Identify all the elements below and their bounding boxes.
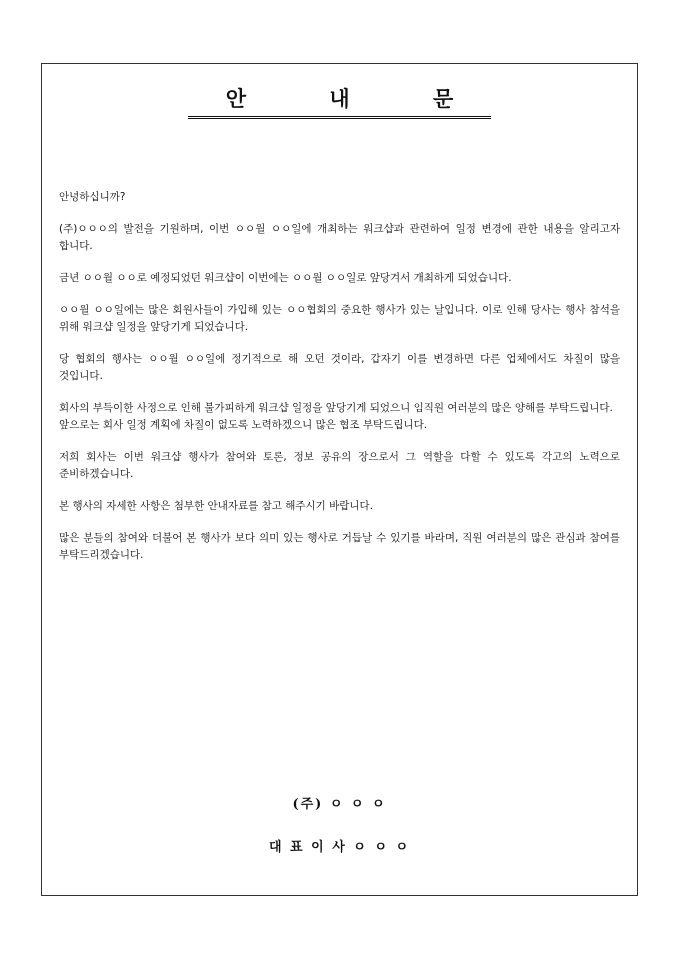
paragraph-line: ㅇㅇ월 ㅇㅇ일에는 많은 회원사들이 가입해 있는 ㅇㅇ협회의 중요한 행사가 있는 날입니다. 이로 인해 당사는 행사 참석을 위해 워크샵 일정을 앞당기게 되었습니다. — [59, 304, 620, 333]
document-frame — [41, 63, 638, 896]
paragraph-line: 회사의 부득이한 사정으로 인해 불가피하게 워크샵 일정을 앞당기게 되었으니 임직원 여러분의 많은 양해를 부탁드립니다. — [59, 402, 613, 414]
document-body — [59, 189, 620, 579]
paragraph-greeting — [59, 189, 620, 206]
title-container — [42, 86, 637, 119]
paragraph-line: 많은 분들의 참여와 더불어 본 행사가 보다 의미 있는 행사로 거듭날 수 있기를 바라며, 직원 여러분의 많은 관심과 참여를 부탁드리겠습니다. — [59, 532, 620, 561]
paragraph-apology — [59, 400, 620, 434]
paragraph-line: 저희 회사는 이번 워크샵 행사가 참여와 토론, 정보 공유의 장으로서 그 역할을 다할 수 있도록 각고의 노력으로 준비하겠습니다. — [59, 451, 620, 480]
paragraph-line: 안녕하십니까? — [59, 191, 126, 203]
paragraph-line: 본 행사의 자세한 사항은 첨부한 안내자료를 참고 해주시기 바랍니다. — [59, 500, 374, 512]
paragraph-reason — [59, 302, 620, 336]
paragraph-line: (주)ㅇㅇㅇ의 발전을 기원하며, 이번 ㅇㅇ월 ㅇㅇ일에 개최하는 워크샵과 관련하여 일정 변경에 관한 내용을 알리고자 합니다. — [59, 223, 620, 252]
paragraph-schedule-change — [59, 270, 620, 287]
paragraph-line: 앞으로는 회사 일정 계획에 차질이 없도록 노력하겠으니 많은 협조 부탁드립니다. — [59, 419, 428, 431]
company-signature: (주) ㅇ ㅇ ㅇ — [292, 797, 387, 812]
paragraph-association — [59, 351, 620, 385]
paragraph-closing — [59, 530, 620, 564]
document-title: 안 내 문 — [188, 86, 491, 119]
paragraph-line: 당 협회의 행사는 ㅇㅇ월 ㅇㅇ일에 정기적으로 해 오던 것이라, 갑자기 이를 변경하면 다른 업체에서도 차질이 많을 것입니다. — [59, 353, 620, 382]
paragraph-purpose — [59, 221, 620, 255]
paragraph-attachment — [59, 498, 620, 515]
paragraph-line: 금년 ㅇㅇ월 ㅇㅇ로 예정되었던 워크샵이 이번에는 ㅇㅇ월 ㅇㅇ일로 앞당겨서 개최하게 되었습니다. — [59, 272, 512, 284]
ceo-signature: 대 표 이 사 ㅇ ㅇ ㅇ — [268, 840, 411, 855]
paragraph-commitment — [59, 449, 620, 483]
